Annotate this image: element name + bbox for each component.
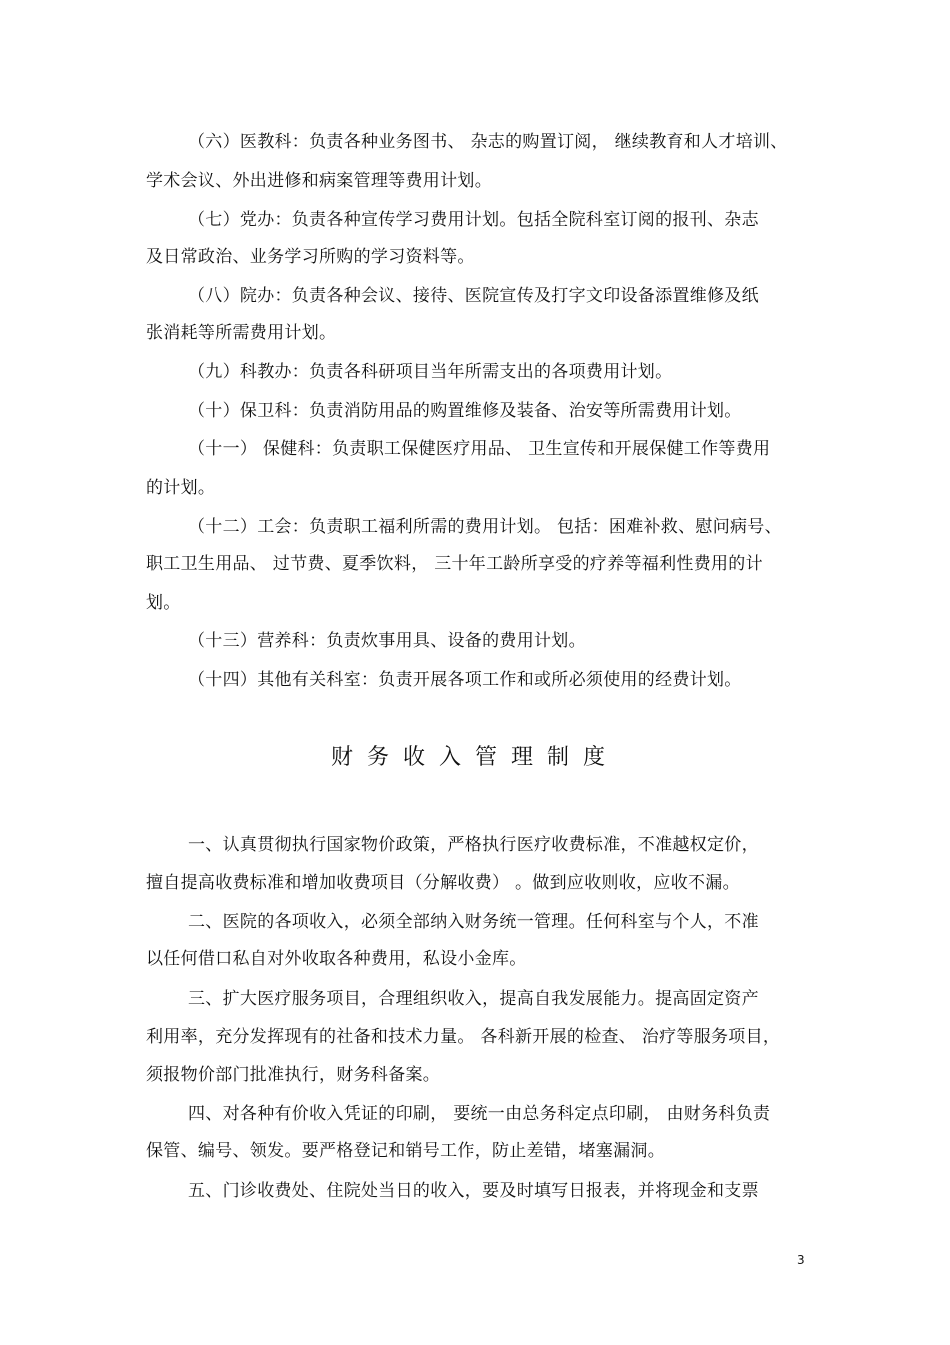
text-line: （十）保卫科：负责消防用品的购置维修及装备、治安等所需费用计划。 [188, 401, 742, 421]
text-line: 利用率，充分发挥现有的社备和技术力量。 各科新开展的检查、 治疗等服务项目， [146, 1027, 781, 1047]
text-line: 职工卫生用品、 过节费、夏季饮料， 三十年工龄所享受的疗养等福利性费用的计 [146, 554, 763, 574]
text-line: 的计划。 [146, 478, 216, 498]
page-number: 3 [797, 1253, 805, 1267]
text-line: 须报物价部门批准执行，财务科备案。 [146, 1065, 441, 1085]
text-line: 一、认真贯彻执行国家物价政策，严格执行医疗收费标准，不准越权定价， [188, 835, 759, 855]
text-line: 五、门诊收费处、住院处当日的收入，要及时填写日报表，并将现金和支票 [188, 1181, 759, 1201]
text-line: 三、扩大医疗服务项目，合理组织收入，提高自我发展能力。提高固定资产 [188, 989, 759, 1009]
text-line: （七）党办：负责各种宣传学习费用计划。包括全院科室订阅的报刊、杂志 [188, 210, 759, 230]
text-line: 擅自提高收费标准和增加收费项目（分解收费） 。做到应收则收，应收不漏。 [146, 873, 740, 893]
text-line: 划。 [146, 593, 181, 613]
text-line: （十二）工会：负责职工福利所需的费用计划。 包括：困难补救、慰问病号、 [188, 517, 782, 537]
text-line: 二、医院的各项收入，必须全部纳入财务统一管理。任何科室与个人，不准 [188, 912, 759, 932]
text-line: （六）医教科：负责各种业务图书、 杂志的购置订阅， 继续教育和人才培训、 [188, 132, 788, 152]
text-line: 及日常政治、业务学习所购的学习资料等。 [146, 247, 475, 267]
document-title: 财务收入管理制度 [330, 745, 619, 770]
text-line: 四、对各种有价收入凭证的印刷， 要统一由总务科定点印刷， 由财务科负责 [188, 1104, 771, 1124]
text-line: 张消耗等所需费用计划。 [146, 323, 337, 343]
text-line: （八）院办：负责各种会议、接待、医院宣传及打字文印设备添置维修及纸 [188, 286, 759, 306]
text-line: （十一） 保健科：负责职工保健医疗用品、 卫生宣传和开展保健工作等费用 [188, 439, 771, 459]
text-line: 保管、编号、领发。要严格登记和销号工作，防止差错，堵塞漏洞。 [146, 1141, 665, 1161]
text-line: 以任何借口私自对外收取各种费用，私设小金库。 [146, 949, 527, 969]
text-line: （十三）营养科：负责炊事用具、设备的费用计划。 [188, 631, 586, 651]
text-line: 学术会议、外出进修和病案管理等费用计划。 [146, 171, 492, 191]
text-line: （十四）其他有关科室：负责开展各项工作和或所必须使用的经费计划。 [188, 670, 742, 690]
text-line: （九）科教办：负责各科研项目当年所需支出的各项费用计划。 [188, 362, 673, 382]
